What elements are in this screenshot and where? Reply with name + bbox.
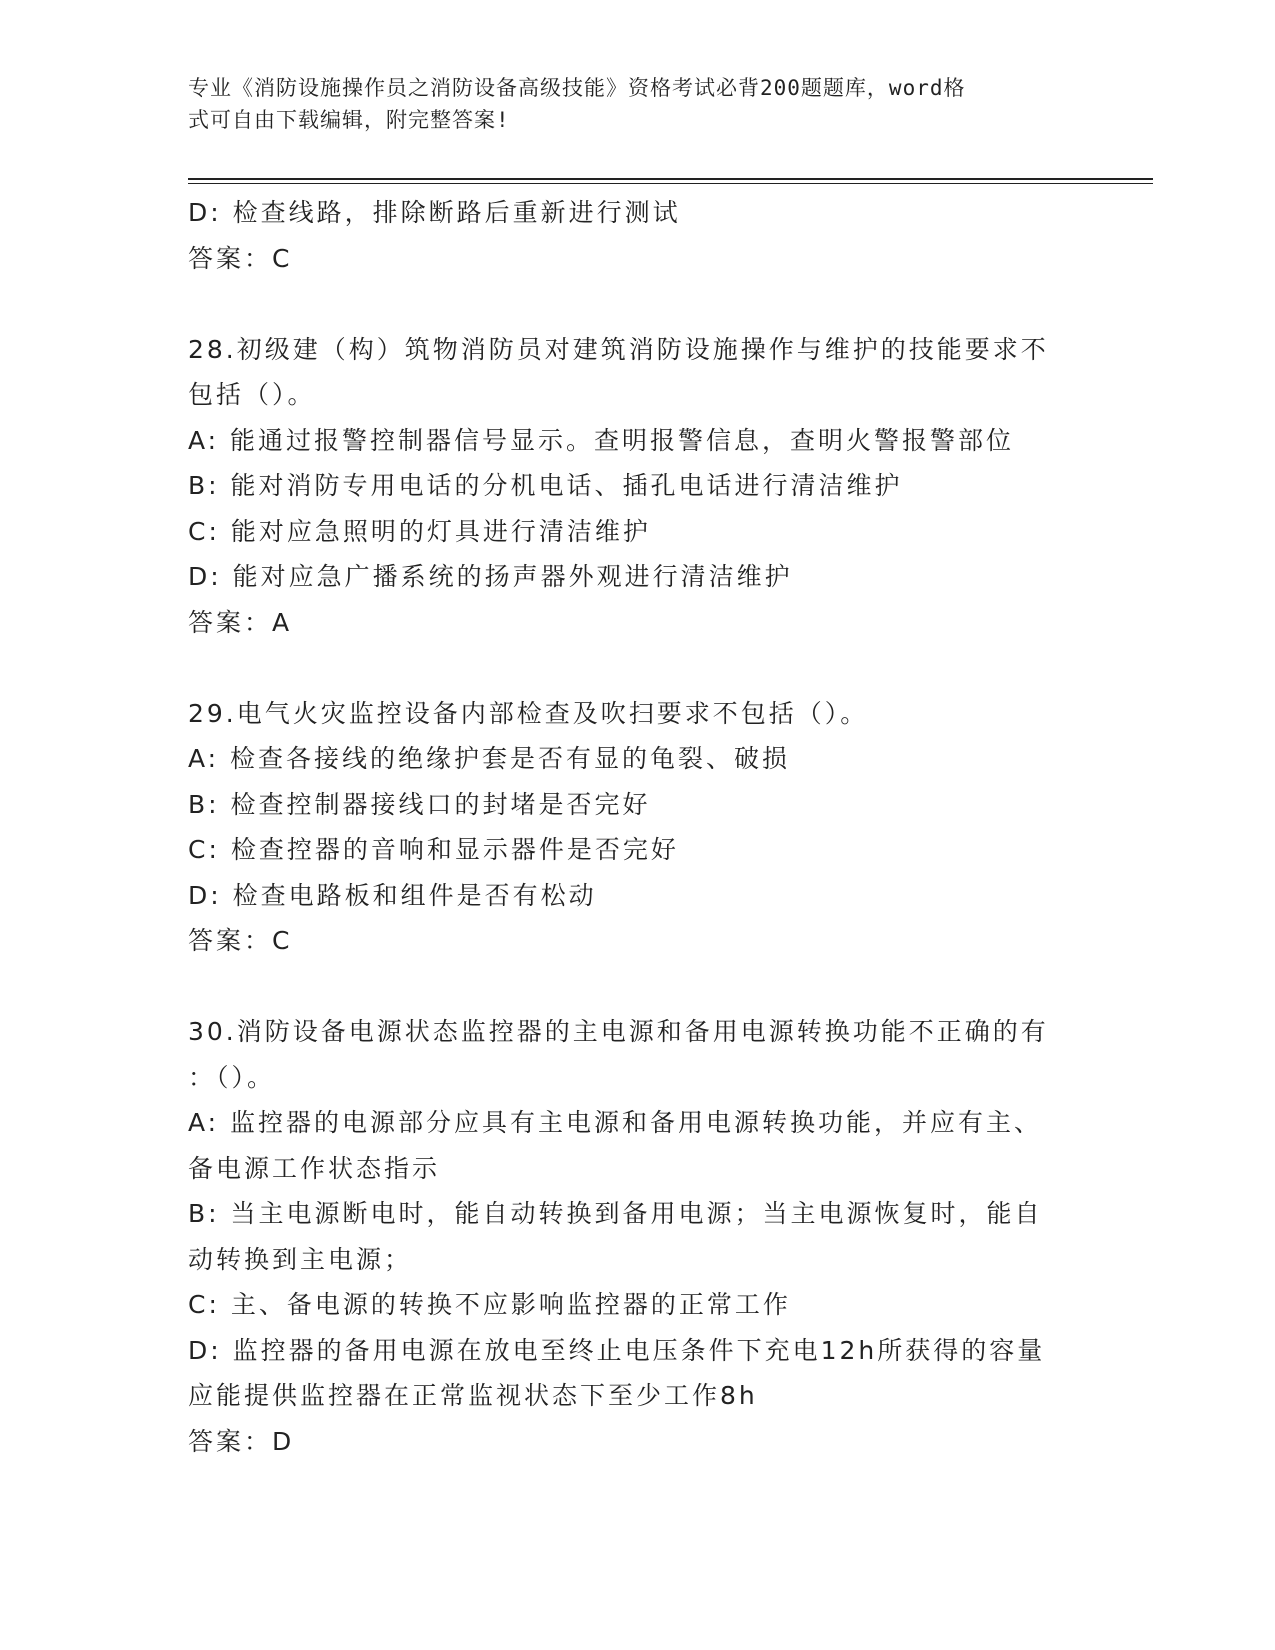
question-stem: 30.消防设备电源状态监控器的主电源和备用电源转换功能不正确的有 — [188, 1017, 1049, 1046]
option-b: B: 当主电源断电时，能自动转换到备用电源；当主电源恢复时，能自 — [188, 1199, 1043, 1228]
document-header — [188, 72, 1068, 136]
option-d: D: 能对应急广播系统的扬声器外观进行清洁维护 — [188, 562, 793, 591]
header-divider-thin — [188, 183, 1153, 184]
option-d: D: 监控器的备用电源在放电至终止电压条件下充电12h所获得的容量 — [188, 1335, 1046, 1365]
answer-line: 答案：C — [188, 243, 293, 273]
option-a-continued: 备电源工作状态指示 — [188, 1153, 441, 1183]
option-d: D: 检查线路，排除断路后重新进行测试 — [188, 198, 681, 227]
option-b: B: 检查控制器接线口的封堵是否完好 — [188, 789, 651, 819]
answer-line: 答案：D — [188, 1426, 295, 1456]
option-a: A: 能通过报警控制器信号显示。查明报警信息，查明火警报警部位 — [188, 425, 1015, 455]
spacer — [188, 281, 1088, 327]
spacer — [188, 964, 1088, 1010]
option-c: C: 主、备电源的转换不应影响监控器的正常工作 — [188, 1290, 791, 1319]
answer-line: 答案：A — [188, 607, 293, 637]
option-a: A: 监控器的电源部分应具有主电源和备用电源转换功能，并应有主、 — [188, 1108, 1043, 1137]
question-stem-continued: 包括（）。 — [188, 380, 316, 409]
question-30 — [188, 1009, 1088, 1464]
question-29 — [188, 691, 1088, 964]
answer-line: 答案：C — [188, 926, 293, 955]
header-line-2: 式可自由下载编辑，附完整答案! — [188, 108, 510, 132]
spacer — [188, 645, 1088, 691]
question-28 — [188, 327, 1088, 646]
option-d-continued: 应能提供监控器在正常监视状态下至少工作8h — [188, 1381, 758, 1410]
question-stem-continued: ：（）。 — [188, 1062, 276, 1092]
question-27-tail — [188, 190, 1088, 281]
question-stem: 28.初级建（构）筑物消防员对建筑消防设施操作与维护的技能要求不 — [188, 334, 1049, 364]
header-divider-thick — [188, 178, 1153, 180]
option-d: D: 检查电路板和组件是否有松动 — [188, 880, 597, 910]
document-body — [188, 190, 1088, 1464]
header-line-1: 专业《消防设施操作员之消防设备高级技能》资格考试必背200题题库，word格 — [188, 76, 966, 100]
question-stem: 29.电气火灾监控设备内部检查及吹扫要求不包括（）。 — [188, 698, 869, 728]
option-c: C: 检查控器的音响和显示器件是否完好 — [188, 835, 679, 864]
option-b: B: 能对消防专用电话的分机电话、插孔电话进行清洁维护 — [188, 471, 903, 500]
option-b-continued: 动转换到主电源； — [188, 1244, 413, 1274]
option-a: A: 检查各接线的绝缘护套是否有显的龟裂、破损 — [188, 744, 791, 773]
option-c: C: 能对应急照明的灯具进行清洁维护 — [188, 516, 651, 546]
